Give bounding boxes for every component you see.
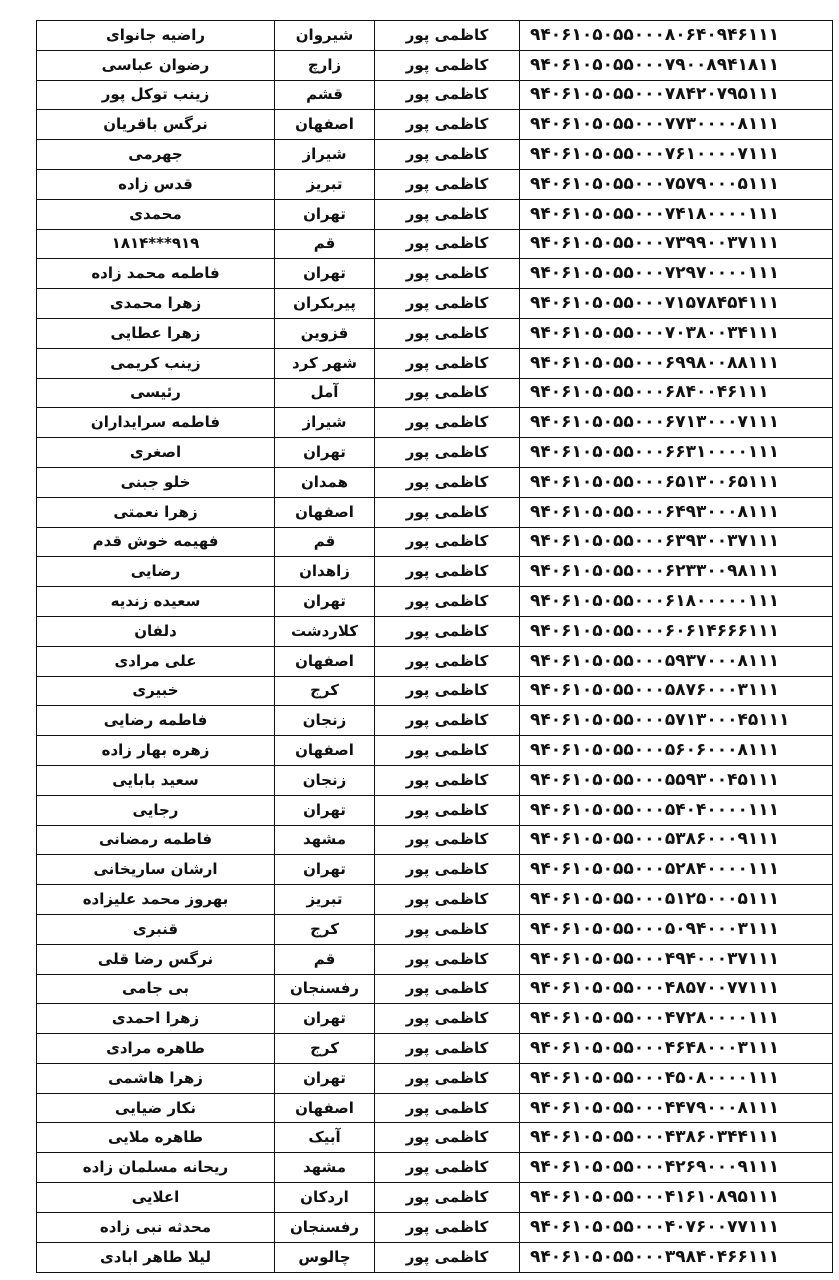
table-row xyxy=(37,318,833,348)
code-cell: ۹۴۰۶۱۰۵۰۵۵۰۰۰۶۲۳۳۰۰۹۸۱۱۱ xyxy=(520,557,833,587)
code-cell: ۹۴۰۶۱۰۵۰۵۵۰۰۰۷۸۴۲۰۷۹۵۱۱۱ xyxy=(520,80,833,110)
name-cell: زینب کریمی xyxy=(37,348,275,378)
name-cell: طاهره مرادی xyxy=(37,1034,275,1064)
table-row xyxy=(37,467,833,497)
code-cell: ۹۴۰۶۱۰۵۰۵۵۰۰۰۴۷۲۸۰۰۰۰۱۱۱ xyxy=(520,1004,833,1034)
city-cell: قم xyxy=(275,944,375,974)
table-row xyxy=(37,1153,833,1183)
city-cell: شیراز xyxy=(275,140,375,170)
city-cell: قزوین xyxy=(275,318,375,348)
surname-cell: کاظمی پور xyxy=(375,1212,520,1242)
table-row xyxy=(37,1183,833,1213)
surname-cell: کاظمی پور xyxy=(375,855,520,885)
surname-cell: کاظمی پور xyxy=(375,527,520,557)
city-cell: اصفهان xyxy=(275,1093,375,1123)
table-row xyxy=(37,169,833,199)
surname-cell: کاظمی پور xyxy=(375,914,520,944)
name-cell: بهروز محمد علیزاده xyxy=(37,885,275,915)
city-cell: چالوس xyxy=(275,1242,375,1272)
code-cell: ۹۴۰۶۱۰۵۰۵۵۰۰۰۵۵۹۳۰۰۴۵۱۱۱ xyxy=(520,765,833,795)
city-cell: قشم xyxy=(275,80,375,110)
surname-cell: کاظمی پور xyxy=(375,1242,520,1272)
code-cell: ۹۴۰۶۱۰۵۰۵۵۰۰۰۴۶۴۸۰۰۰۳۱۱۱ xyxy=(520,1034,833,1064)
table-row xyxy=(37,765,833,795)
table-row xyxy=(37,140,833,170)
surname-cell: کاظمی پور xyxy=(375,438,520,468)
code-cell: ۹۴۰۶۱۰۵۰۵۵۰۰۰۵۰۹۴۰۰۰۳۱۱۱ xyxy=(520,914,833,944)
table-row xyxy=(37,706,833,736)
surname-cell: کاظمی پور xyxy=(375,140,520,170)
city-cell: شهر کرد xyxy=(275,348,375,378)
surname-cell: کاظمی پور xyxy=(375,80,520,110)
city-cell: کلاردشت xyxy=(275,616,375,646)
city-cell: پیربکران xyxy=(275,289,375,319)
surname-cell: کاظمی پور xyxy=(375,646,520,676)
name-cell: خلو جبنی xyxy=(37,467,275,497)
table-row xyxy=(37,199,833,229)
surname-cell: کاظمی پور xyxy=(375,974,520,1004)
city-cell: زارچ xyxy=(275,50,375,80)
name-cell: نکار ضیایی xyxy=(37,1093,275,1123)
code-cell: ۹۴۰۶۱۰۵۰۵۵۰۰۰۴۸۵۷۰۰۷۷۱۱۱ xyxy=(520,974,833,1004)
code-cell: ۹۴۰۶۱۰۵۰۵۵۰۰۰۷۶۱۰۰۰۰۷۱۱۱ xyxy=(520,140,833,170)
name-cell: خبیری xyxy=(37,676,275,706)
city-cell: رفسنجان xyxy=(275,974,375,1004)
city-cell: تهران xyxy=(275,1063,375,1093)
table-row xyxy=(37,885,833,915)
name-cell: زهره بهار زاده xyxy=(37,736,275,766)
code-cell: ۹۴۰۶۱۰۵۰۵۵۰۰۰۵۲۸۴۰۰۰۰۱۱۱ xyxy=(520,855,833,885)
name-cell: فاطمه محمد زاده xyxy=(37,259,275,289)
name-cell: سعیده زندیه xyxy=(37,587,275,617)
surname-cell: کاظمی پور xyxy=(375,587,520,617)
code-cell: ۹۴۰۶۱۰۵۰۵۵۰۰۰۶۳۹۳۰۰۳۷۱۱۱ xyxy=(520,527,833,557)
name-cell: رضایی xyxy=(37,557,275,587)
surname-cell: کاظمی پور xyxy=(375,825,520,855)
surname-cell: کاظمی پور xyxy=(375,885,520,915)
surname-cell: کاظمی پور xyxy=(375,706,520,736)
table-row xyxy=(37,1004,833,1034)
city-cell: تبریز xyxy=(275,885,375,915)
code-cell: ۹۴۰۶۱۰۵۰۵۵۰۰۰۶۶۳۱۰۰۰۰۱۱۱ xyxy=(520,438,833,468)
name-cell: زهرا احمدی xyxy=(37,1004,275,1034)
code-cell: ۹۴۰۶۱۰۵۰۵۵۰۰۰۶۱۸۰۰۰۰۰۱۱۱ xyxy=(520,587,833,617)
table-row xyxy=(37,646,833,676)
city-cell: اصفهان xyxy=(275,736,375,766)
table-row xyxy=(37,1212,833,1242)
surname-cell: کاظمی پور xyxy=(375,199,520,229)
surname-cell: کاظمی پور xyxy=(375,616,520,646)
city-cell: آبیک xyxy=(275,1123,375,1153)
code-cell: ۹۴۰۶۱۰۵۰۵۵۰۰۰۵۱۲۵۰۰۰۵۱۱۱ xyxy=(520,885,833,915)
surname-cell: کاظمی پور xyxy=(375,557,520,587)
surname-cell: کاظمی پور xyxy=(375,765,520,795)
table-row xyxy=(37,1123,833,1153)
name-cell: قنبری xyxy=(37,914,275,944)
city-cell: زاهدان xyxy=(275,557,375,587)
name-cell: سعید بابایی xyxy=(37,765,275,795)
surname-cell: کاظمی پور xyxy=(375,169,520,199)
surname-cell: کاظمی پور xyxy=(375,1063,520,1093)
city-cell: رفسنجان xyxy=(275,1212,375,1242)
surname-cell: کاظمی پور xyxy=(375,1153,520,1183)
name-cell: رجایی xyxy=(37,795,275,825)
records-table xyxy=(36,20,833,1273)
code-cell: ۹۴۰۶۱۰۵۰۵۵۰۰۰۵۳۸۶۰۰۰۹۱۱۱ xyxy=(520,825,833,855)
name-cell: نرگس باقریان xyxy=(37,110,275,140)
table-row xyxy=(37,259,833,289)
name-cell: علی مرادی xyxy=(37,646,275,676)
name-cell: اصغری xyxy=(37,438,275,468)
city-cell: شیروان xyxy=(275,21,375,51)
table-row xyxy=(37,557,833,587)
name-cell: راضیه جانوای xyxy=(37,21,275,51)
surname-cell: کاظمی پور xyxy=(375,1123,520,1153)
city-cell: زنجان xyxy=(275,765,375,795)
surname-cell: کاظمی پور xyxy=(375,110,520,140)
city-cell: کرج xyxy=(275,1034,375,1064)
table-row xyxy=(37,289,833,319)
name-cell: قدس زاده xyxy=(37,169,275,199)
code-cell: ۹۴۰۶۱۰۵۰۵۵۰۰۰۴۱۶۱۰۸۹۵۱۱۱ xyxy=(520,1183,833,1213)
code-cell: ۹۴۰۶۱۰۵۰۵۵۰۰۰۵۹۳۷۰۰۰۸۱۱۱ xyxy=(520,646,833,676)
surname-cell: کاظمی پور xyxy=(375,50,520,80)
code-cell: ۹۴۰۶۱۰۵۰۵۵۰۰۰۵۴۰۴۰۰۰۰۱۱۱ xyxy=(520,795,833,825)
code-cell: ۹۴۰۶۱۰۵۰۵۵۰۰۰۷۰۳۸۰۰۳۴۱۱۱ xyxy=(520,318,833,348)
table-row xyxy=(37,1093,833,1123)
table-row xyxy=(37,1063,833,1093)
name-cell: جهرمی xyxy=(37,140,275,170)
name-cell: بی جامی xyxy=(37,974,275,1004)
surname-cell: کاظمی پور xyxy=(375,1093,520,1123)
code-cell: ۹۴۰۶۱۰۵۰۵۵۰۰۰۷۴۱۸۰۰۰۰۱۱۱ xyxy=(520,199,833,229)
code-cell: ۹۴۰۶۱۰۵۰۵۵۰۰۰۵۸۷۶۰۰۰۳۱۱۱ xyxy=(520,676,833,706)
code-cell: ۹۴۰۶۱۰۵۰۵۵۰۰۰۴۹۴۰۰۰۳۷۱۱۱ xyxy=(520,944,833,974)
name-cell: ریحانه مسلمان زاده xyxy=(37,1153,275,1183)
city-cell: اصفهان xyxy=(275,497,375,527)
code-cell: ۹۴۰۶۱۰۵۰۵۵۰۰۰۸۰۶۴۰۹۴۶۱۱۱ xyxy=(520,21,833,51)
name-cell: رضوان عباسی xyxy=(37,50,275,80)
name-cell: فاطمه سرایداران xyxy=(37,408,275,438)
name-cell: ارشان ساریخانی xyxy=(37,855,275,885)
code-cell: ۹۴۰۶۱۰۵۰۵۵۰۰۰۶۴۹۳۰۰۰۸۱۱۱ xyxy=(520,497,833,527)
code-cell: ۹۴۰۶۱۰۵۰۵۵۰۰۰۶۵۱۳۰۰۶۵۱۱۱ xyxy=(520,467,833,497)
city-cell: کرج xyxy=(275,676,375,706)
surname-cell: کاظمی پور xyxy=(375,676,520,706)
name-cell: ۹۱۹***۱۸۱۴ xyxy=(37,229,275,259)
surname-cell: کاظمی پور xyxy=(375,348,520,378)
code-cell: ۹۴۰۶۱۰۵۰۵۵۰۰۰۷۵۷۹۰۰۰۵۱۱۱ xyxy=(520,169,833,199)
name-cell: زهرا محمدی xyxy=(37,289,275,319)
surname-cell: کاظمی پور xyxy=(375,259,520,289)
city-cell: تهران xyxy=(275,438,375,468)
name-cell: دلفان xyxy=(37,616,275,646)
name-cell: طاهره ملایی xyxy=(37,1123,275,1153)
table-row xyxy=(37,736,833,766)
city-cell: تهران xyxy=(275,795,375,825)
city-cell: زنجان xyxy=(275,706,375,736)
code-cell: ۹۴۰۶۱۰۵۰۵۵۰۰۰۶۸۴۰۰۴۶۱۱۱ xyxy=(520,378,833,408)
surname-cell: کاظمی پور xyxy=(375,1183,520,1213)
city-cell: تهران xyxy=(275,855,375,885)
surname-cell: کاظمی پور xyxy=(375,795,520,825)
surname-cell: کاظمی پور xyxy=(375,497,520,527)
name-cell: فاطمه رمضانی xyxy=(37,825,275,855)
table-row xyxy=(37,21,833,51)
city-cell: کرج xyxy=(275,914,375,944)
code-cell: ۹۴۰۶۱۰۵۰۵۵۰۰۰۴۴۷۹۰۰۰۸۱۱۱ xyxy=(520,1093,833,1123)
table-row xyxy=(37,795,833,825)
table-row xyxy=(37,1034,833,1064)
table-row xyxy=(37,50,833,80)
code-cell: ۹۴۰۶۱۰۵۰۵۵۰۰۰۷۳۹۹۰۰۳۷۱۱۱ xyxy=(520,229,833,259)
name-cell: فهیمه خوش قدم xyxy=(37,527,275,557)
code-cell: ۹۴۰۶۱۰۵۰۵۵۰۰۰۶۹۹۸۰۰۸۸۱۱۱ xyxy=(520,348,833,378)
table-row xyxy=(37,974,833,1004)
code-cell: ۹۴۰۶۱۰۵۰۵۵۰۰۰۴۲۶۹۰۰۰۹۱۱۱ xyxy=(520,1153,833,1183)
name-cell: لیلا طاهر ابادی xyxy=(37,1242,275,1272)
city-cell: اصفهان xyxy=(275,110,375,140)
city-cell: شیراز xyxy=(275,408,375,438)
name-cell: نرگس رضا قلی xyxy=(37,944,275,974)
table-row xyxy=(37,1242,833,1272)
table-row xyxy=(37,527,833,557)
name-cell: فاطمه رضایی xyxy=(37,706,275,736)
code-cell: ۹۴۰۶۱۰۵۰۵۵۰۰۰۶۷۱۳۰۰۰۷۱۱۱ xyxy=(520,408,833,438)
code-cell: ۹۴۰۶۱۰۵۰۵۵۰۰۰۶۰۶۱۴۶۶۶۱۱۱ xyxy=(520,616,833,646)
city-cell: تهران xyxy=(275,587,375,617)
code-cell: ۹۴۰۶۱۰۵۰۵۵۰۰۰۷۲۹۷۰۰۰۰۱۱۱ xyxy=(520,259,833,289)
table-row xyxy=(37,616,833,646)
city-cell: تهران xyxy=(275,259,375,289)
table-row xyxy=(37,80,833,110)
city-cell: اردکان xyxy=(275,1183,375,1213)
name-cell: زهرا هاشمی xyxy=(37,1063,275,1093)
surname-cell: کاظمی پور xyxy=(375,1034,520,1064)
name-cell: محدثه نبی زاده xyxy=(37,1212,275,1242)
surname-cell: کاظمی پور xyxy=(375,318,520,348)
city-cell: همدان xyxy=(275,467,375,497)
surname-cell: کاظمی پور xyxy=(375,229,520,259)
code-cell: ۹۴۰۶۱۰۵۰۵۵۰۰۰۷۷۳۰۰۰۰۸۱۱۱ xyxy=(520,110,833,140)
name-cell: زهرا عطایی xyxy=(37,318,275,348)
city-cell: مشهد xyxy=(275,825,375,855)
table-row xyxy=(37,587,833,617)
city-cell: آمل xyxy=(275,378,375,408)
name-cell: زهرا نعمتی xyxy=(37,497,275,527)
name-cell: اعلایی xyxy=(37,1183,275,1213)
code-cell: ۹۴۰۶۱۰۵۰۵۵۰۰۰۵۶۰۶۰۰۰۸۱۱۱ xyxy=(520,736,833,766)
name-cell: زینب توکل پور xyxy=(37,80,275,110)
surname-cell: کاظمی پور xyxy=(375,467,520,497)
table-row xyxy=(37,378,833,408)
surname-cell: کاظمی پور xyxy=(375,944,520,974)
surname-cell: کاظمی پور xyxy=(375,289,520,319)
surname-cell: کاظمی پور xyxy=(375,1004,520,1034)
table-row xyxy=(37,229,833,259)
city-cell: قم xyxy=(275,229,375,259)
city-cell: اصفهان xyxy=(275,646,375,676)
table-row xyxy=(37,497,833,527)
name-cell: محمدی xyxy=(37,199,275,229)
code-cell: ۹۴۰۶۱۰۵۰۵۵۰۰۰۷۱۵۷۸۴۵۴۱۱۱ xyxy=(520,289,833,319)
city-cell: قم xyxy=(275,527,375,557)
code-cell: ۹۴۰۶۱۰۵۰۵۵۰۰۰۵۷۱۳۰۰۰۴۵۱۱۱ xyxy=(520,706,833,736)
surname-cell: کاظمی پور xyxy=(375,408,520,438)
table-row xyxy=(37,825,833,855)
code-cell: ۹۴۰۶۱۰۵۰۵۵۰۰۰۷۹۰۰۸۹۴۱۸۱۱ xyxy=(520,50,833,80)
code-cell: ۹۴۰۶۱۰۵۰۵۵۰۰۰۴۳۸۶۰۳۴۴۱۱۱ xyxy=(520,1123,833,1153)
code-cell: ۹۴۰۶۱۰۵۰۵۵۰۰۰۴۵۰۸۰۰۰۰۱۱۱ xyxy=(520,1063,833,1093)
code-cell: ۹۴۰۶۱۰۵۰۵۵۰۰۰۳۹۸۴۰۴۶۶۱۱۱ xyxy=(520,1242,833,1272)
surname-cell: کاظمی پور xyxy=(375,736,520,766)
surname-cell: کاظمی پور xyxy=(375,378,520,408)
table-row xyxy=(37,676,833,706)
table-row xyxy=(37,855,833,885)
table-row xyxy=(37,110,833,140)
name-cell: رئیسی xyxy=(37,378,275,408)
city-cell: تهران xyxy=(275,1004,375,1034)
table-row xyxy=(37,438,833,468)
document-sheet xyxy=(36,20,832,1273)
table-row xyxy=(37,408,833,438)
table-row xyxy=(37,348,833,378)
table-row xyxy=(37,914,833,944)
surname-cell: کاظمی پور xyxy=(375,21,520,51)
table-row xyxy=(37,944,833,974)
code-cell: ۹۴۰۶۱۰۵۰۵۵۰۰۰۴۰۷۶۰۰۷۷۱۱۱ xyxy=(520,1212,833,1242)
records-table-body xyxy=(37,21,833,1273)
city-cell: مشهد xyxy=(275,1153,375,1183)
city-cell: تبریز xyxy=(275,169,375,199)
city-cell: تهران xyxy=(275,199,375,229)
